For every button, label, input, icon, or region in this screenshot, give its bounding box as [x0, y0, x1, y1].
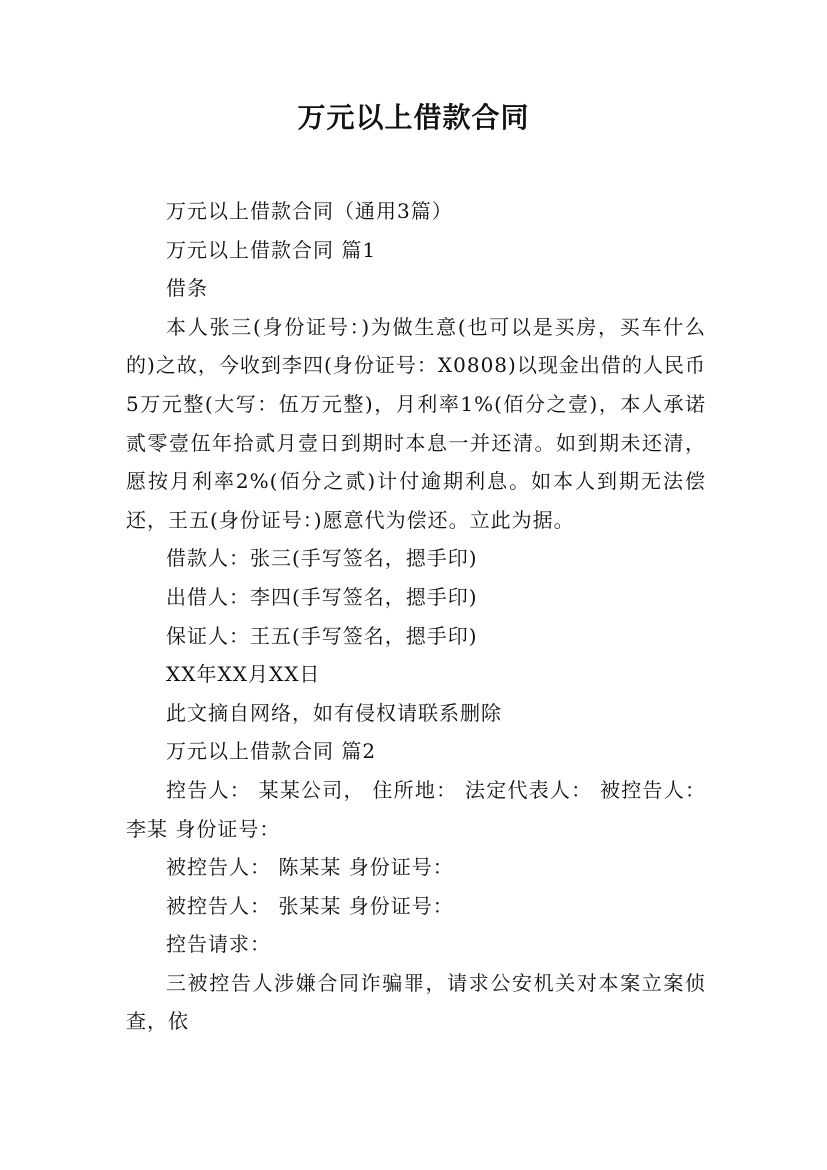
paragraph-date: XX年XX月XX日 [166, 662, 321, 687]
document-body [126, 192, 706, 1041]
paragraph-section-1: 万元以上借款合同 篇1 [166, 237, 377, 262]
paragraph-complainant: 控告人： 某某公司， 住所地： 法定代表人： 被控告人： 李某 身份证号： [126, 777, 706, 841]
paragraph-defendant-1: 被控告人： 陈某某 身份证号： [166, 855, 454, 880]
paragraph-request-body: 三被控告人涉嫌合同诈骗罪，请求公安机关对本案立案侦查，依 [126, 970, 706, 1034]
paragraph-request-label: 控告请求： [166, 932, 271, 957]
paragraph-section-2: 万元以上借款合同 篇2 [166, 739, 377, 764]
paragraph-guarantor: 保证人：王五(手写签名，摁手印) [166, 623, 478, 648]
document-title: 万元以上借款合同 [297, 101, 530, 134]
paragraph-iou-body: 本人张三(身份证号：)为做生意(也可以是买房，买车什么的)之故，今收到李四(身份证号：X0808)以现金出借的人民币5万元整(大写：伍万元整)，月利率1%(佰分之壹)，本人承诺贰零壹伍年拾贰月壹日到期时本息一并还清。如到期未还清，愿按月利率2%(佰分之贰)计付逾期利息。如本人到期无法偿还，王五(身份证号：)愿意代为偿还。立此为据。 [126, 314, 706, 532]
paragraph-heading: 万元以上借款合同（通用3篇） [166, 199, 453, 223]
paragraph-disclaimer: 此文摘自网络，如有侵权请联系删除 [166, 700, 502, 725]
paragraph-lender: 出借人：李四(手写签名，摁手印) [166, 584, 478, 609]
paragraph-defendant-2: 被控告人： 张某某 身份证号： [166, 893, 454, 918]
paragraph-borrower: 借款人：张三(手写签名，摁手印) [166, 546, 478, 571]
paragraph-iou-title: 借条 [166, 276, 208, 301]
